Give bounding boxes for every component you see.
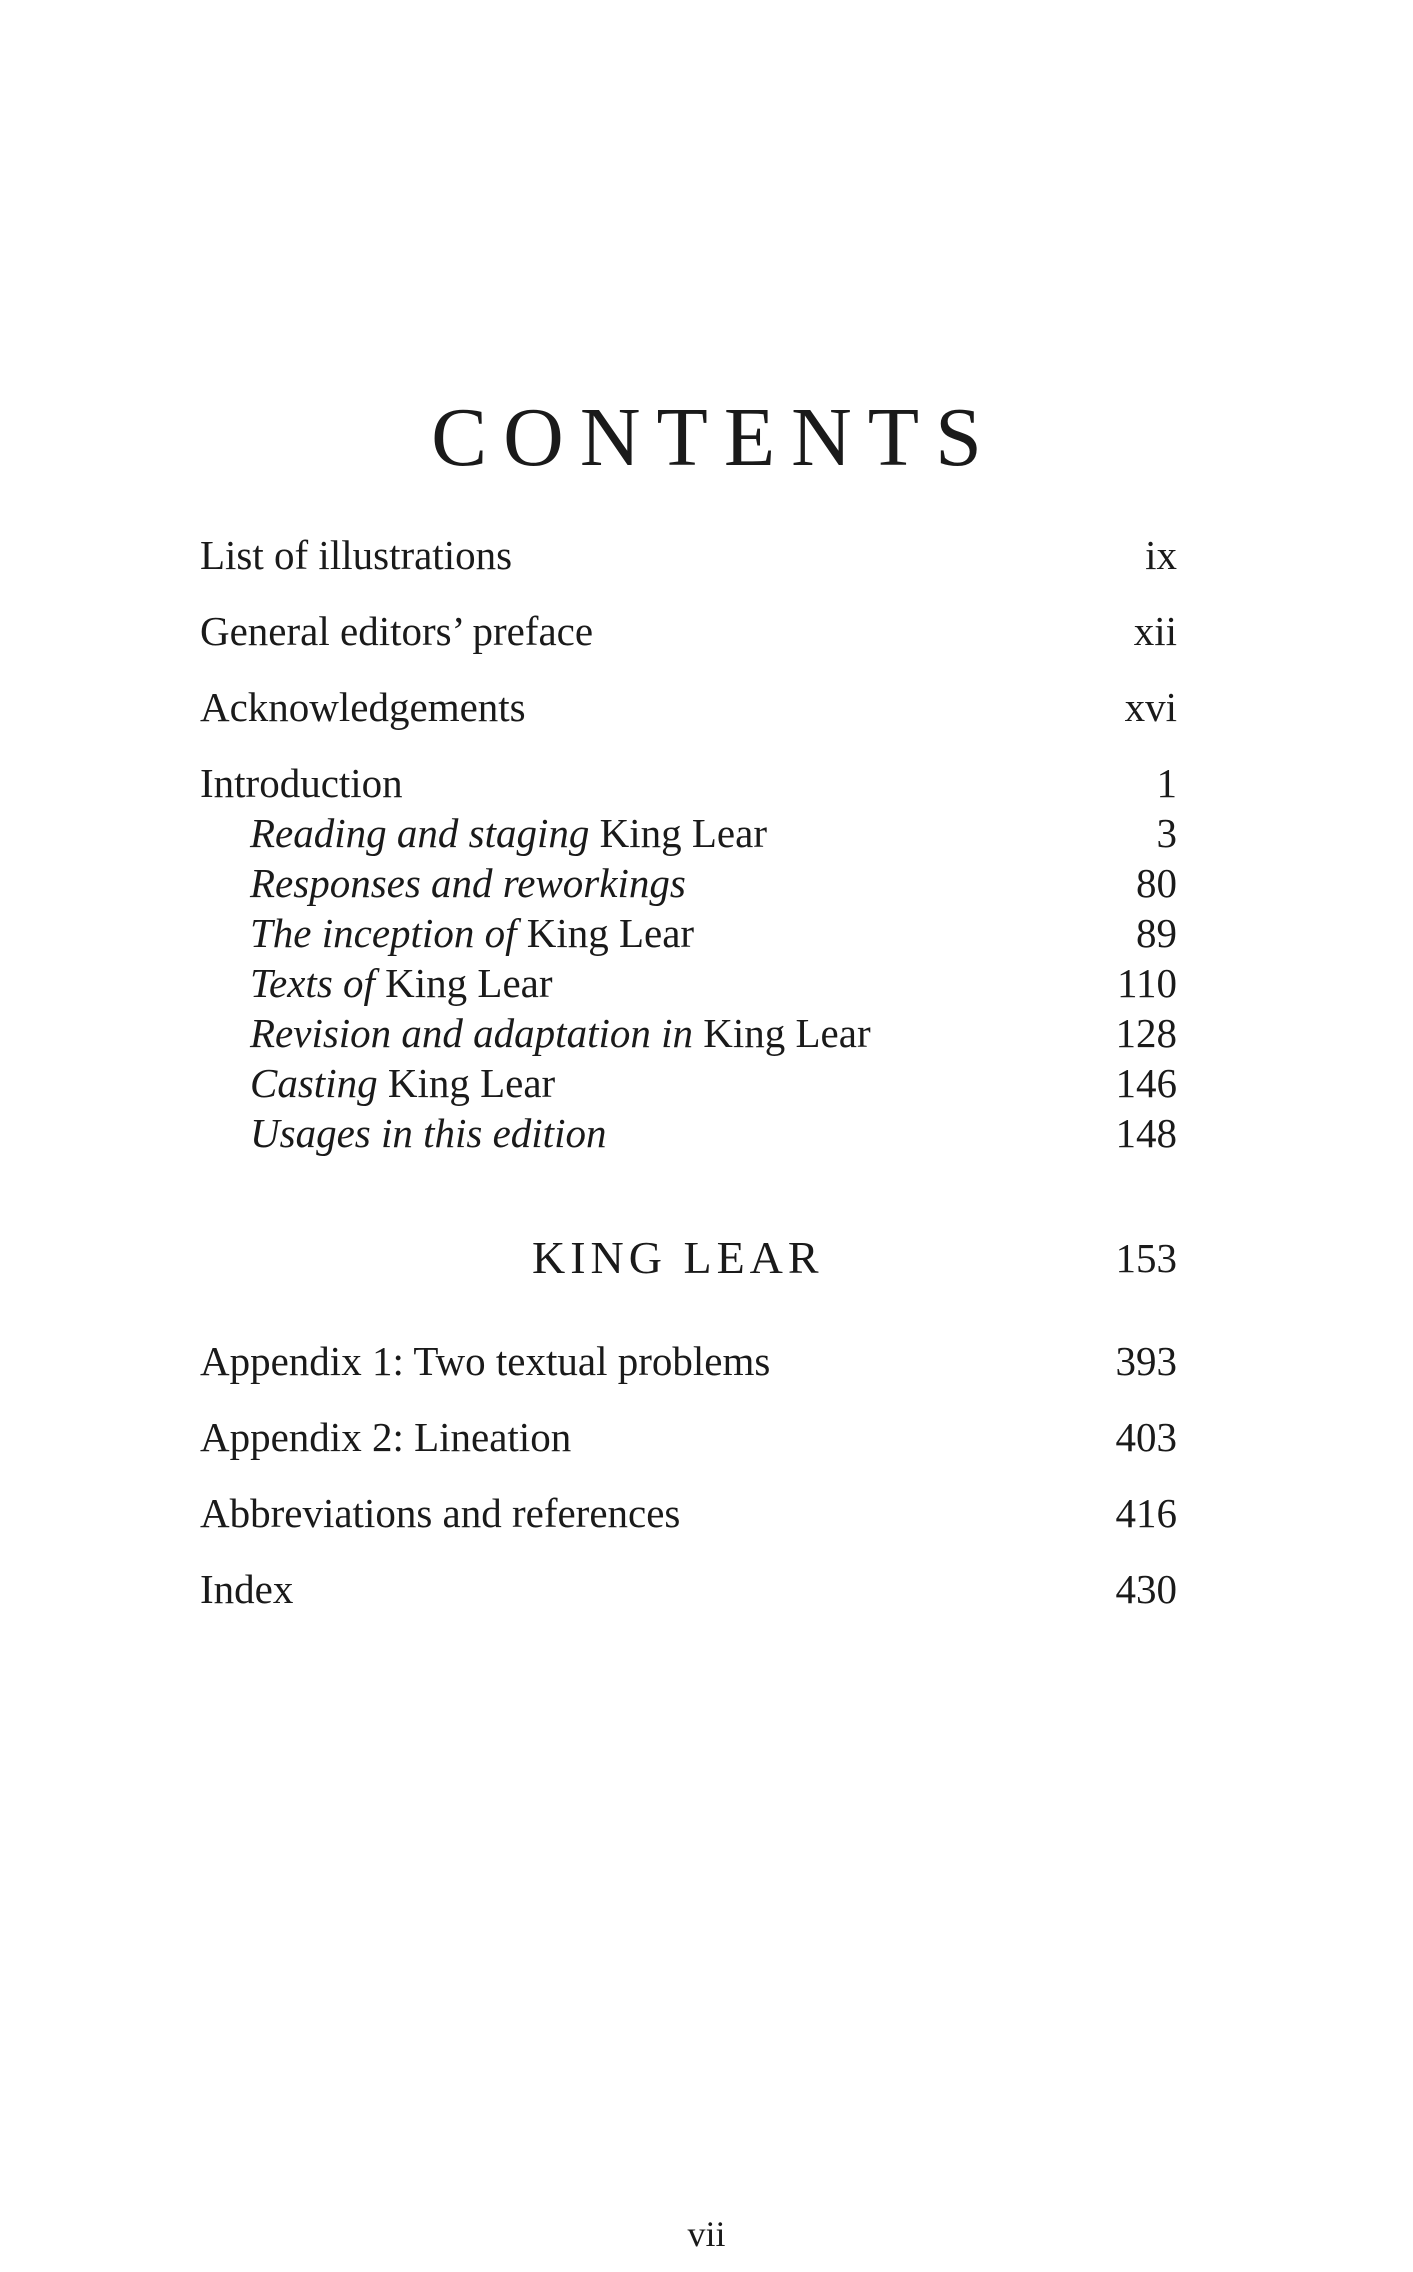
play-title: KING LEAR <box>532 1232 824 1283</box>
toc-entry-page: 1 <box>1156 760 1177 806</box>
toc-entry-page: 393 <box>1115 1338 1177 1384</box>
toc-subentry-page: 110 <box>1117 960 1177 1006</box>
play-page: 153 <box>1115 1235 1177 1281</box>
toc-subentry-italic: Casting <box>250 1060 378 1106</box>
toc-subentry-italic: Reading and staging <box>250 810 590 856</box>
toc-entry-page: 430 <box>1115 1566 1177 1612</box>
toc-subentry-roman: King Lear <box>516 910 695 956</box>
toc-entry-introduction <box>200 758 1177 808</box>
toc-subentry-roman: King Lear <box>374 960 553 1006</box>
toc-entry-index <box>200 1564 1177 1614</box>
toc-entry-appendix-1 <box>200 1336 1177 1386</box>
toc-subentry-inception <box>200 908 1177 958</box>
toc-entry-label: List of illustrations <box>200 532 513 578</box>
toc-subentry-page: 148 <box>1115 1110 1177 1156</box>
toc-subentry-label <box>250 1108 606 1158</box>
toc-subentry-label <box>250 958 553 1008</box>
toc-subentry-reading-and-staging <box>200 808 1177 858</box>
toc-entry-page: xii <box>1133 608 1177 654</box>
toc-subentry-roman: King Lear <box>377 1060 556 1106</box>
toc-subentry-casting <box>200 1058 1177 1108</box>
toc-subentry-page: 3 <box>1156 810 1177 856</box>
toc-entry-label: Acknowledgements <box>200 684 526 730</box>
toc-subentry-page: 146 <box>1115 1060 1177 1106</box>
toc-entry-label: Abbreviations and references <box>200 1490 681 1536</box>
toc-entry-acknowledgements <box>200 682 1177 732</box>
toc-subentry-roman: King Lear <box>693 1010 871 1056</box>
toc-subentry-italic: Texts of <box>250 960 375 1006</box>
toc-subentry-italic: Responses and reworkings <box>250 860 686 906</box>
toc-entry-general-editors-preface <box>200 606 1177 656</box>
toc-entry-list-of-illustrations <box>200 530 1177 580</box>
toc-subentry-revision-and-adaptation <box>200 1008 1177 1058</box>
toc-entry-page: 416 <box>1115 1490 1177 1536</box>
toc-subentry-label <box>250 1058 555 1108</box>
toc-subentry-roman: King Lear <box>589 810 767 856</box>
toc-subentry-label <box>250 858 686 908</box>
toc-entry-label: Appendix 1: Two textual problems <box>200 1338 771 1384</box>
toc-entry-label: Index <box>200 1566 294 1612</box>
toc-subentry-label <box>250 808 767 858</box>
toc-entry-label: Introduction <box>200 760 403 806</box>
toc-entry-page: xvi <box>1124 684 1177 730</box>
toc-subentry-label <box>250 908 694 958</box>
toc-subentry-italic: Usages in this edition <box>250 1110 607 1156</box>
toc-subentry-italic: Revision and adaptation in <box>250 1010 693 1056</box>
toc-subentry-responses-and-reworkings <box>200 858 1177 908</box>
toc-subentry-page: 89 <box>1136 910 1177 956</box>
toc-entry-page: ix <box>1145 532 1177 578</box>
page-number: vii <box>687 2214 726 2254</box>
toc-subentry-label <box>250 1008 871 1058</box>
toc-subentry-page: 80 <box>1136 860 1177 906</box>
toc-entry-appendix-2 <box>200 1412 1177 1462</box>
toc-subentry-page: 128 <box>1115 1010 1177 1056</box>
toc-entry-play <box>200 1230 1177 1286</box>
page-title: CONTENTS <box>431 391 998 485</box>
toc-entry-label: General editors’ preface <box>200 608 594 654</box>
toc-entry-abbreviations <box>200 1488 1177 1538</box>
toc-entry-label: Appendix 2: Lineation <box>200 1414 572 1460</box>
toc-subentry-texts <box>200 958 1177 1008</box>
toc-entry-page: 403 <box>1115 1414 1177 1460</box>
toc-subentry-usages <box>200 1108 1177 1158</box>
toc-subentry-italic: The inception of <box>250 910 517 956</box>
